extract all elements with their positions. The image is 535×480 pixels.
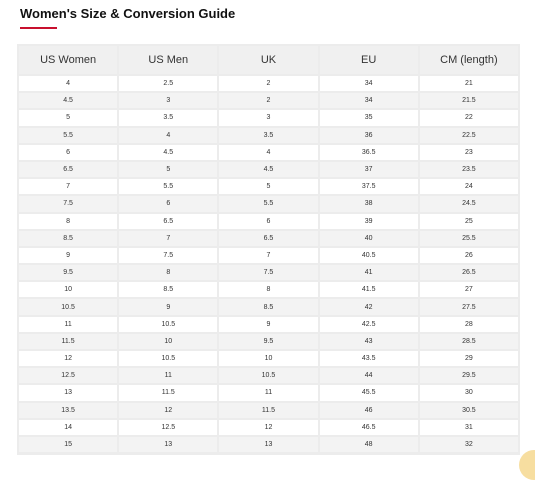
cell-us-women: 8: [19, 214, 117, 229]
cell-us-women: 9.5: [19, 265, 117, 280]
cell-eu: 40: [320, 231, 418, 246]
header-eu: EU: [320, 46, 418, 74]
cell-us-women: 8.5: [19, 231, 117, 246]
cell-uk: 6.5: [219, 231, 317, 246]
cell-us-women: 4: [19, 76, 117, 91]
size-conversion-table: [17, 44, 520, 455]
cell-us-women: 12.5: [19, 368, 117, 383]
cell-uk: 13: [219, 437, 317, 452]
cell-eu: 39: [320, 214, 418, 229]
cell-cm-length: 27: [420, 282, 518, 297]
cell-eu: 43: [320, 334, 418, 349]
cell-cm-length: 31: [420, 420, 518, 435]
cell-us-women: 6.5: [19, 162, 117, 177]
cell-eu: 42: [320, 299, 418, 314]
cell-eu: 35: [320, 110, 418, 125]
cell-eu: 41.5: [320, 282, 418, 297]
cell-us-women: 5: [19, 110, 117, 125]
title-underline: [20, 27, 57, 29]
cell-eu: 44: [320, 368, 418, 383]
cell-us-men: 4.5: [119, 145, 217, 160]
cell-cm-length: 28: [420, 317, 518, 332]
cell-us-women: 10.5: [19, 299, 117, 314]
cell-eu: 37: [320, 162, 418, 177]
cell-us-women: 11.5: [19, 334, 117, 349]
cell-us-women: 6: [19, 145, 117, 160]
cell-cm-length: 21.5: [420, 93, 518, 108]
table-row: [19, 437, 518, 452]
cell-uk: 3: [219, 110, 317, 125]
table-row: [19, 403, 518, 418]
cell-cm-length: 27.5: [420, 299, 518, 314]
cell-us-women: 7: [19, 179, 117, 194]
cell-us-men: 5: [119, 162, 217, 177]
table-row: [19, 385, 518, 400]
cell-us-men: 7.5: [119, 248, 217, 263]
cell-us-men: 10.5: [119, 351, 217, 366]
cell-cm-length: 24: [420, 179, 518, 194]
cell-us-men: 13: [119, 437, 217, 452]
cell-eu: 40.5: [320, 248, 418, 263]
table-row: [19, 179, 518, 194]
cell-cm-length: 21: [420, 76, 518, 91]
cell-eu: 46: [320, 403, 418, 418]
cell-uk: 8.5: [219, 299, 317, 314]
table-row: [19, 265, 518, 280]
cell-uk: 12: [219, 420, 317, 435]
cell-cm-length: 23: [420, 145, 518, 160]
cell-us-men: 6.5: [119, 214, 217, 229]
header-us-women: US Women: [19, 46, 117, 74]
table-row: [19, 76, 518, 91]
page-title: Women's Size & Conversion Guide: [20, 6, 236, 21]
table-row: [19, 93, 518, 108]
cell-uk: 5: [219, 179, 317, 194]
cell-uk: 8: [219, 282, 317, 297]
cell-us-women: 13.5: [19, 403, 117, 418]
header-cm-length: CM (length): [420, 46, 518, 74]
cell-eu: 42.5: [320, 317, 418, 332]
cell-uk: 11: [219, 385, 317, 400]
table-header-row: [19, 46, 518, 74]
cell-us-men: 4: [119, 128, 217, 143]
cell-uk: 6: [219, 214, 317, 229]
cell-cm-length: 26.5: [420, 265, 518, 280]
cell-uk: 9.5: [219, 334, 317, 349]
cell-us-men: 7: [119, 231, 217, 246]
cell-us-men: 3: [119, 93, 217, 108]
cell-us-men: 12: [119, 403, 217, 418]
cell-cm-length: 29.5: [420, 368, 518, 383]
cell-cm-length: 30: [420, 385, 518, 400]
cell-us-men: 11.5: [119, 385, 217, 400]
cell-us-women: 11: [19, 317, 117, 332]
cell-cm-length: 28.5: [420, 334, 518, 349]
cell-eu: 45.5: [320, 385, 418, 400]
cell-us-women: 4.5: [19, 93, 117, 108]
cell-us-men: 12.5: [119, 420, 217, 435]
cell-eu: 37.5: [320, 179, 418, 194]
header-us-men: US Men: [119, 46, 217, 74]
table-row: [19, 420, 518, 435]
cell-eu: 34: [320, 76, 418, 91]
table-row: [19, 110, 518, 125]
cell-cm-length: 25.5: [420, 231, 518, 246]
cell-cm-length: 30.5: [420, 403, 518, 418]
cell-uk: 5.5: [219, 196, 317, 211]
cell-uk: 11.5: [219, 403, 317, 418]
cell-eu: 34: [320, 93, 418, 108]
table-row: [19, 351, 518, 366]
cell-us-men: 11: [119, 368, 217, 383]
table-row: [19, 231, 518, 246]
table-row: [19, 196, 518, 211]
cell-us-women: 9: [19, 248, 117, 263]
cell-eu: 48: [320, 437, 418, 452]
cell-uk: 4.5: [219, 162, 317, 177]
table-row: [19, 282, 518, 297]
table-row: [19, 145, 518, 160]
cell-cm-length: 24.5: [420, 196, 518, 211]
table-row: [19, 317, 518, 332]
cell-us-men: 9: [119, 299, 217, 314]
cell-cm-length: 32: [420, 437, 518, 452]
cell-cm-length: 25: [420, 214, 518, 229]
cell-uk: 10.5: [219, 368, 317, 383]
cell-uk: 3.5: [219, 128, 317, 143]
table-row: [19, 214, 518, 229]
cell-eu: 43.5: [320, 351, 418, 366]
cell-cm-length: 26: [420, 248, 518, 263]
cell-uk: 10: [219, 351, 317, 366]
cell-cm-length: 23.5: [420, 162, 518, 177]
cell-cm-length: 22.5: [420, 128, 518, 143]
cell-us-men: 2.5: [119, 76, 217, 91]
cell-cm-length: 22: [420, 110, 518, 125]
cell-uk: 2: [219, 93, 317, 108]
table-row: [19, 299, 518, 314]
cell-us-men: 10: [119, 334, 217, 349]
cell-us-women: 12: [19, 351, 117, 366]
cell-eu: 46.5: [320, 420, 418, 435]
cell-us-men: 5.5: [119, 179, 217, 194]
cell-us-men: 3.5: [119, 110, 217, 125]
table-row: [19, 368, 518, 383]
cell-uk: 9: [219, 317, 317, 332]
cell-us-women: 14: [19, 420, 117, 435]
cell-us-women: 7.5: [19, 196, 117, 211]
cell-us-women: 10: [19, 282, 117, 297]
cell-us-women: 13: [19, 385, 117, 400]
cell-uk: 2: [219, 76, 317, 91]
cell-eu: 41: [320, 265, 418, 280]
cell-cm-length: 29: [420, 351, 518, 366]
table-row: [19, 334, 518, 349]
cell-eu: 38: [320, 196, 418, 211]
cell-us-men: 8: [119, 265, 217, 280]
table-row: [19, 248, 518, 263]
cell-eu: 36: [320, 128, 418, 143]
cell-uk: 7.5: [219, 265, 317, 280]
cell-eu: 36.5: [320, 145, 418, 160]
table-row: [19, 162, 518, 177]
cell-uk: 4: [219, 145, 317, 160]
cell-us-women: 5.5: [19, 128, 117, 143]
cell-us-men: 6: [119, 196, 217, 211]
chat-bubble-icon[interactable]: [519, 450, 535, 480]
header-uk: UK: [219, 46, 317, 74]
table-row: [19, 128, 518, 143]
cell-us-women: 15: [19, 437, 117, 452]
cell-us-men: 8.5: [119, 282, 217, 297]
cell-uk: 7: [219, 248, 317, 263]
cell-us-men: 10.5: [119, 317, 217, 332]
